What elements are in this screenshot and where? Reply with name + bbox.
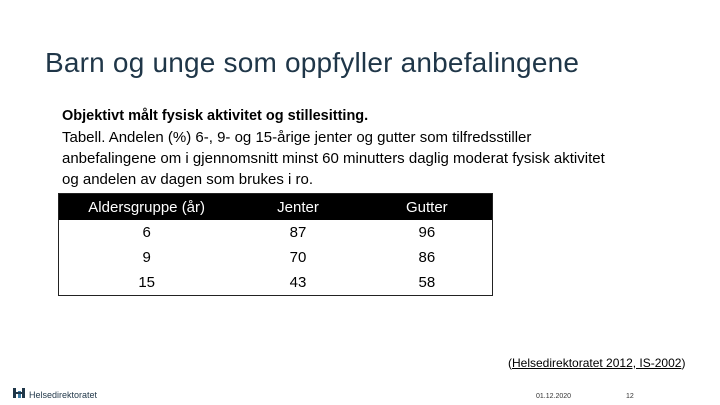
table-header-row	[59, 194, 493, 221]
cell-boys: 96	[418, 224, 436, 241]
source-reference	[508, 356, 685, 370]
helsedirektoratet-logo-icon	[12, 386, 26, 404]
table-subtitle: Objektivt målt fysisk aktivitet og stillesitting.	[62, 108, 369, 124]
cell-girls: 70	[289, 249, 307, 266]
header-age-group: Aldersgruppe (år)	[59, 194, 235, 221]
activity-table	[58, 193, 493, 296]
logo-text: Helsedirektoratet	[29, 390, 98, 400]
header-girls: Jenter	[234, 194, 361, 221]
source-close-paren: )	[681, 356, 686, 370]
cell-boys: 58	[418, 274, 436, 291]
cell-age: 6	[142, 224, 151, 241]
table-row	[59, 220, 493, 245]
slide-title: Barn og unge som oppfyller anbefalingene	[45, 47, 580, 78]
source-open-paren: (	[508, 356, 512, 370]
cell-girls: 87	[289, 224, 307, 241]
cell-girls: 43	[289, 274, 307, 291]
source-link[interactable]: Helsedirektoratet 2012, IS-2002	[512, 356, 682, 370]
cell-boys: 86	[418, 249, 436, 266]
footer-logo	[12, 386, 97, 404]
header-boys: Gutter	[362, 194, 493, 221]
table-row	[59, 270, 493, 296]
page-number: 12	[626, 393, 634, 400]
cell-age: 15	[138, 274, 155, 291]
footer-date: 01.12.2020	[536, 393, 572, 400]
table-row	[59, 245, 493, 270]
cell-age: 9	[142, 249, 151, 266]
table-caption: Tabell. Andelen (%) 6-, 9- og 15-årige jenter og gutter som tilfredsstiller anbefalingene om i gjennomsnitt minst 60 minutters daglig moderat fysisk aktivitet og andelen av dagen som brukes i ro.	[62, 129, 605, 188]
